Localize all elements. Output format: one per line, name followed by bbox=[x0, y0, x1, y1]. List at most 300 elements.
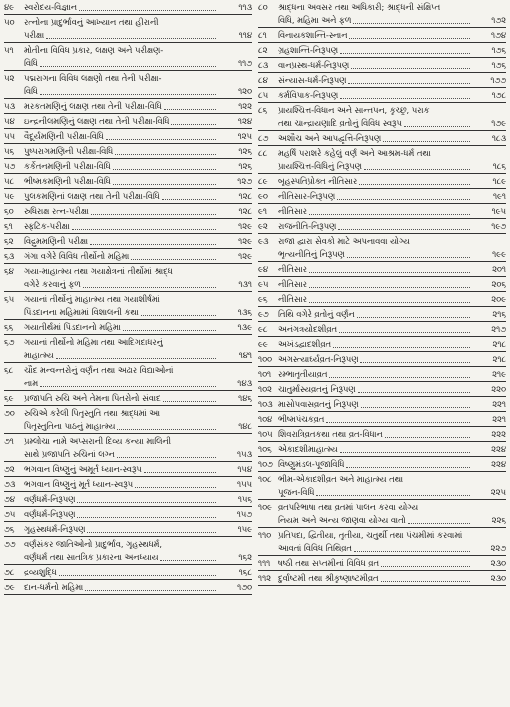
page-number: ૨૦૧ bbox=[492, 264, 506, 274]
toc-entry bbox=[4, 204, 252, 219]
toc-entry bbox=[258, 204, 506, 219]
toc-line bbox=[258, 308, 506, 321]
toc-entry bbox=[4, 71, 252, 99]
dot-leader bbox=[340, 52, 470, 54]
dot-leader bbox=[359, 183, 470, 185]
chapter-title: ભગવાન વિષ્ણુનું અમૂર્ત ધ્યાન-સ્વરૂપ bbox=[24, 464, 142, 474]
toc-line bbox=[4, 364, 252, 377]
toc-entry bbox=[4, 462, 252, 477]
dot-leader bbox=[346, 466, 470, 468]
chapter-title: ષષ્ઠી તથા સપ્તમીનાં વિવિધ વ્રત bbox=[278, 558, 379, 568]
page-number: ૧૨૯ bbox=[238, 236, 252, 246]
page-number: ૨૦૯ bbox=[491, 294, 506, 304]
page-number: ૧૬૨ bbox=[238, 552, 252, 562]
chapter-title: વિષ્ણુમંડલ-પૂજાવિધિ bbox=[278, 459, 345, 469]
toc-line bbox=[4, 44, 252, 57]
toc-line bbox=[4, 493, 252, 506]
toc-entry bbox=[4, 406, 252, 434]
chapter-title: પુષ્પરાગમણિની પરીક્ષા-વિધિ bbox=[24, 146, 114, 156]
toc-line bbox=[258, 353, 506, 366]
dot-leader bbox=[360, 361, 470, 363]
toc-line bbox=[4, 100, 252, 113]
toc-line bbox=[4, 392, 252, 405]
dot-leader bbox=[364, 168, 470, 170]
toc-entry bbox=[258, 262, 506, 277]
chapter-title: પિતૃસ્તુતિના પાઠનું માહાત્મ્ય bbox=[24, 421, 116, 431]
chapter-title: વિદ્રુમમણિની પરીક્ષા bbox=[24, 236, 89, 246]
page-number: ૨૧૯ bbox=[492, 369, 506, 379]
chapter-title: આવતાં વિવિધ તિથિવ્રત bbox=[278, 543, 352, 553]
toc-line bbox=[258, 190, 506, 203]
chapter-title: પરીક્ષા bbox=[24, 30, 45, 40]
toc-line bbox=[258, 323, 506, 336]
dot-leader bbox=[144, 471, 216, 473]
page-number: ૨૦૬ bbox=[491, 279, 506, 289]
dot-leader bbox=[404, 125, 470, 127]
dot-leader bbox=[113, 168, 216, 170]
toc-line bbox=[258, 529, 506, 542]
page-number: ૨૨૬ bbox=[491, 515, 506, 525]
toc-line bbox=[4, 321, 252, 334]
toc-entry bbox=[258, 556, 506, 571]
chapter-title: કર્કેતનમણિની પરીક્ષા-વિધિ bbox=[24, 161, 111, 171]
toc-line bbox=[258, 117, 506, 130]
page-number: ૧૨૯ bbox=[238, 221, 252, 231]
toc-entry bbox=[258, 500, 506, 528]
chapter-number: ૮૦ bbox=[258, 2, 268, 12]
chapter-title: શિવરાત્રિવ્રતકથા તથા વ્રત-વિધાન bbox=[278, 429, 383, 439]
page-number: ૨૨૦ bbox=[491, 384, 506, 394]
toc-entry bbox=[258, 427, 506, 442]
toc-line bbox=[258, 428, 506, 441]
chapter-title: ઇન્દ્રનીલમણિનું લક્ષણ તથા તેની પરીક્ષા-વિધિ bbox=[24, 116, 170, 126]
toc-line bbox=[4, 72, 252, 85]
page-number: ૧૯૧ bbox=[492, 191, 506, 201]
page-number: ૧૪૬ bbox=[238, 393, 252, 403]
toc-line bbox=[258, 205, 506, 218]
chapter-number: ૫૭ bbox=[4, 161, 16, 171]
dot-leader bbox=[347, 256, 470, 258]
toc-line bbox=[258, 1, 506, 14]
dot-leader bbox=[106, 138, 216, 140]
chapter-number: ૪૯ bbox=[4, 2, 15, 12]
chapter-title: ગૃહસ્થધર્મ-નિરૂપણ bbox=[24, 524, 86, 534]
page-number: ૧૮૯ bbox=[492, 176, 506, 186]
chapter-number: ૧૧૦ bbox=[258, 530, 272, 540]
toc-line bbox=[4, 16, 252, 29]
toc-entry bbox=[4, 507, 252, 522]
dot-leader bbox=[309, 271, 470, 273]
toc-entry bbox=[4, 264, 252, 292]
chapter-number: ૫૯ bbox=[4, 191, 15, 201]
page-number: ૨૨૧ bbox=[492, 399, 506, 409]
toc-line bbox=[258, 248, 506, 261]
toc-entry bbox=[258, 528, 506, 556]
toc-entry bbox=[258, 277, 506, 292]
chapter-title: પ્રતિપદા, દ્વિતીયા, તૃતીયા, ચતુર્થી તથા પંચમીમાં કરવામાં bbox=[278, 530, 463, 540]
dot-leader bbox=[381, 580, 470, 582]
page-number: ૧૭૭ bbox=[490, 75, 506, 85]
toc-line bbox=[258, 175, 506, 188]
toc-entry bbox=[4, 43, 252, 71]
toc-entry bbox=[258, 472, 506, 500]
page-number: ૧૨૮ bbox=[238, 191, 252, 201]
chapter-title: એકાદશીમાહાત્મ્ય bbox=[278, 444, 338, 454]
chapter-title: વૈદૂર્યમણિની પરીક્ષા-વિધિ bbox=[24, 131, 104, 141]
toc-line bbox=[4, 160, 252, 173]
page-number: ૧૩૧ bbox=[238, 279, 252, 289]
toc-entry bbox=[258, 322, 506, 337]
toc-line bbox=[4, 508, 252, 521]
chapter-number: ૭૦ bbox=[4, 408, 15, 418]
chapter-number: ૫૫ bbox=[4, 131, 15, 141]
toc-line bbox=[4, 235, 252, 248]
dot-leader bbox=[340, 97, 470, 99]
chapter-title: ચાતુર્માસ્યવ્રતનું નિરૂપણ bbox=[278, 384, 356, 394]
chapter-number: ૯૪ bbox=[258, 264, 269, 274]
chapter-number: ૭૨ bbox=[4, 464, 15, 474]
toc-line bbox=[4, 407, 252, 420]
dot-leader bbox=[40, 93, 216, 95]
dot-leader bbox=[349, 37, 470, 39]
toc-entry bbox=[258, 571, 506, 586]
chapter-number: ૯૭ bbox=[258, 309, 269, 319]
dot-leader bbox=[40, 65, 216, 67]
toc-entry bbox=[258, 352, 506, 367]
dot-leader bbox=[358, 391, 470, 393]
chapter-number: ૬૫ bbox=[4, 294, 15, 304]
dot-leader bbox=[56, 357, 216, 359]
toc-entry bbox=[258, 0, 506, 28]
chapter-title: સંન્યાસ-ધર્મ-નિરૂપણ bbox=[278, 75, 347, 85]
toc-line bbox=[258, 458, 506, 471]
toc-entry bbox=[258, 367, 506, 382]
chapter-number: ૧૦૦ bbox=[258, 354, 273, 364]
dot-leader bbox=[117, 456, 216, 458]
chapter-title: અશૌચ અને આપદ્વૃત્તિ-નિરૂપણ bbox=[278, 133, 382, 143]
toc-entry bbox=[4, 292, 252, 320]
page-number: ૧૨૮ bbox=[238, 206, 252, 216]
chapter-title: રાજા દ્વારા સેવકો માટે અપનાવવા યોગ્ય bbox=[278, 236, 410, 246]
chapter-title: કર્મવિપાક-નિરૂપણ bbox=[278, 90, 339, 100]
chapter-title: વિધિ bbox=[24, 86, 38, 96]
toc-line bbox=[4, 349, 252, 362]
dot-leader bbox=[77, 516, 216, 518]
dot-leader bbox=[117, 428, 216, 430]
page-number: ૧૭૬ bbox=[491, 60, 506, 70]
page-number: ૧૮૬ bbox=[492, 161, 506, 171]
chapter-title: અગસ્ત્યાર્ઘ્યવ્રત-નિરૂપણ bbox=[278, 354, 359, 364]
toc-line bbox=[258, 486, 506, 499]
chapter-title: વિધિ bbox=[24, 58, 38, 68]
dot-leader bbox=[83, 286, 216, 288]
toc-entry bbox=[4, 477, 252, 492]
chapter-number: ૫૦ bbox=[4, 17, 15, 27]
dot-leader bbox=[316, 494, 470, 496]
chapter-title: નિયમ અને અન્ય જાણવા યોગ્ય વાતો bbox=[278, 515, 406, 525]
toc-line bbox=[4, 435, 252, 448]
chapter-number: ૧૦૨ bbox=[258, 384, 272, 394]
chapter-title: દાન-ધર્મનો મહિમા bbox=[24, 582, 84, 592]
dot-leader bbox=[309, 286, 470, 288]
chapter-title: વર્ણધર્મ-નિરૂપણ bbox=[24, 494, 76, 504]
toc-entry bbox=[4, 189, 252, 204]
toc-entry bbox=[258, 28, 506, 43]
dot-leader bbox=[79, 9, 216, 11]
chapter-title: ગયાતીર્થમાં પિંડદાનનો મહિમા bbox=[24, 322, 121, 332]
toc-line bbox=[4, 175, 252, 188]
page-number: ૧૪૩ bbox=[237, 378, 252, 388]
toc-right-column bbox=[258, 0, 506, 707]
toc-entry bbox=[258, 457, 506, 472]
page-number: ૧૧૪ bbox=[238, 30, 252, 40]
toc-entry bbox=[258, 442, 506, 457]
chapter-title: પ્રાયશ્ચિત્ત-વિધાન અને સાન્તપન, કૃચ્છ્ર, પરાક bbox=[278, 105, 430, 115]
dot-leader bbox=[338, 228, 470, 230]
dot-leader bbox=[163, 400, 216, 402]
toc-line bbox=[258, 473, 506, 486]
chapter-number: ૧૦૬ bbox=[258, 444, 272, 454]
toc-line bbox=[4, 420, 252, 433]
page-number: ૧૯૯ bbox=[492, 249, 506, 259]
dot-leader bbox=[115, 153, 216, 155]
chapter-title: સ્ફટિક-પરીક્ષા bbox=[24, 221, 70, 231]
chapter-title: વિનાયકશાન્તિ-સ્નાન bbox=[278, 30, 348, 40]
dot-leader bbox=[135, 486, 216, 488]
dot-leader bbox=[309, 213, 470, 215]
chapter-number: ૯૩ bbox=[258, 236, 269, 246]
dot-leader bbox=[333, 346, 470, 348]
chapter-number: ૧૦૭ bbox=[258, 459, 273, 469]
chapter-title: નામ bbox=[24, 378, 39, 388]
toc-line bbox=[4, 29, 252, 42]
page-number: ૧૪૧ bbox=[238, 350, 252, 360]
chapter-number: ૬૬ bbox=[4, 322, 14, 332]
chapter-title: વર્ણસંકર જાતિઓનો પ્રાદુર્ભાવ, ગૃહસ્થધર્મ, bbox=[24, 539, 163, 549]
dot-leader bbox=[309, 301, 470, 303]
chapter-number: ૯૮ bbox=[258, 324, 268, 334]
toc-entry bbox=[4, 234, 252, 249]
toc-line bbox=[258, 263, 506, 276]
chapter-title: પ્રજાપતિ રુચિ અને તેમના પિતરોનો સંવાદ bbox=[24, 393, 161, 403]
toc-entry bbox=[4, 249, 252, 264]
toc-line bbox=[258, 293, 506, 306]
chapter-title: પિંડદાનના મહિમામાં વિશાલની કથા bbox=[24, 307, 139, 317]
toc-line bbox=[4, 306, 252, 319]
page-number: ૨૨૭ bbox=[490, 543, 506, 553]
chapter-number: ૭૬ bbox=[4, 524, 15, 534]
chapter-title: વર્ણધર્મ-નિરૂપણ bbox=[24, 509, 76, 519]
toc-entry bbox=[258, 58, 506, 73]
chapter-number: ૧૧૨ bbox=[258, 573, 272, 583]
dot-leader bbox=[131, 258, 216, 260]
chapter-title: રુધિરાક્ષ રત્ન-પરીક્ષા bbox=[24, 206, 89, 216]
toc-entry bbox=[258, 337, 506, 352]
chapter-title: પૂજન-વિધિ bbox=[278, 487, 315, 497]
toc-line bbox=[258, 338, 506, 351]
page-number: ૧૨૫ bbox=[237, 131, 252, 141]
toc-entry bbox=[4, 174, 252, 189]
chapter-number: ૯૯ bbox=[258, 339, 268, 349]
chapter-number: ૧૦૮ bbox=[258, 474, 272, 484]
page-number: ૧૫૫ bbox=[237, 479, 252, 489]
chapter-number: ૮૧ bbox=[258, 30, 267, 40]
toc-entry bbox=[4, 219, 252, 234]
toc-line bbox=[258, 59, 506, 72]
dot-leader bbox=[351, 67, 470, 69]
chapter-number: ૯૬ bbox=[258, 294, 268, 304]
dot-leader bbox=[162, 198, 216, 200]
toc-line bbox=[258, 413, 506, 426]
page-number: ૧૫૭ bbox=[236, 509, 252, 519]
chapter-title: વ્રતપરિભાષા તથા વ્રતમાં પાલન કરવા યોગ્ય bbox=[278, 502, 419, 512]
dot-leader bbox=[77, 501, 216, 503]
toc-line bbox=[258, 74, 506, 87]
chapter-number: ૧૦૪ bbox=[258, 414, 273, 424]
page-number: ૧૫૩ bbox=[236, 449, 252, 459]
chapter-title: ભગવાન વિષ્ણુનું મૂર્ત ધ્યાન-સ્વરૂપ bbox=[24, 479, 133, 489]
chapter-title: તથા ચાન્દ્રાયણાદિ વ્રતોનું વિવિધ સ્વરૂપ bbox=[278, 118, 402, 128]
page-number: ૧૯૭ bbox=[491, 221, 506, 231]
toc-line bbox=[4, 463, 252, 476]
chapter-number: ૫૮ bbox=[4, 176, 15, 186]
chapter-title: વર્ણધર્મ તથા સાતત્રિક પ્રકારના અનધ્યાય bbox=[24, 552, 159, 562]
chapter-title: નીતિસાર bbox=[278, 294, 307, 304]
chapter-title: નીતિસાર bbox=[278, 279, 307, 289]
chapter-number: ૬૪ bbox=[4, 266, 14, 276]
toc-entry bbox=[4, 522, 252, 537]
toc-entry bbox=[258, 397, 506, 412]
page-number: ૨૧૬ bbox=[492, 309, 506, 319]
page-number: ૧૨૬ bbox=[238, 161, 252, 171]
page-number: ૧૫૬ bbox=[237, 494, 252, 504]
toc-line bbox=[4, 581, 252, 594]
chapter-title: પ્રાયશ્ચિત્ત-વિધિનું નિરૂપણ bbox=[278, 161, 362, 171]
dot-leader bbox=[72, 228, 216, 230]
chapter-title: દ્રવ્યશુદ્ધિ bbox=[24, 567, 57, 577]
dot-leader bbox=[164, 108, 216, 110]
chapter-number: ૫૩ bbox=[4, 101, 15, 111]
chapter-number: ૮૯ bbox=[258, 176, 268, 186]
page-number: ૧૭૯ bbox=[491, 118, 506, 128]
dot-leader bbox=[348, 82, 470, 84]
chapter-number: ૬૧ bbox=[4, 221, 13, 231]
toc-entry bbox=[4, 15, 252, 43]
chapter-title: પ્રમ્લોચા નામે અપ્સરાની દિવ્ય કન્યા માલિની bbox=[24, 436, 171, 446]
chapter-number: ૮૮ bbox=[258, 148, 268, 158]
dot-leader bbox=[385, 436, 470, 438]
chapter-title: રુચિએ કરેલી પિતૃસ્તુતિ તથા શ્રાદ્ધમાં આ bbox=[24, 408, 160, 418]
page-number: ૨૨૨ bbox=[491, 429, 506, 439]
chapter-title: ભીષ્મકમણિની પરીક્ષા-વિધિ bbox=[24, 176, 111, 186]
chapter-number: ૧૦૫ bbox=[258, 429, 273, 439]
chapter-title: માહાત્મ્ય bbox=[24, 350, 54, 360]
toc-entry bbox=[258, 103, 506, 131]
chapter-number: ૫૧ bbox=[4, 45, 14, 55]
toc-line bbox=[258, 132, 506, 145]
chapter-number: ૭૯ bbox=[4, 582, 15, 592]
page-number: ૧૬૮ bbox=[238, 567, 252, 577]
page-number: ૧૮૩ bbox=[491, 133, 506, 143]
chapter-title: વગેરે કરવાનું ફળ bbox=[24, 279, 81, 289]
toc-entry bbox=[4, 129, 252, 144]
toc-entry bbox=[4, 320, 252, 335]
page-number: ૧૨૭ bbox=[237, 176, 252, 186]
page-number: ૧૭૨ bbox=[491, 15, 506, 25]
toc-line bbox=[4, 250, 252, 263]
toc-entry bbox=[258, 73, 506, 88]
dot-leader bbox=[113, 183, 216, 185]
page-number: ૨૩૦ bbox=[490, 558, 506, 568]
page-number: ૧૨૪ bbox=[237, 116, 252, 126]
toc-line bbox=[4, 551, 252, 564]
toc-entry bbox=[258, 382, 506, 397]
page-number: ૧૧૩ bbox=[238, 2, 252, 12]
toc-entry bbox=[4, 99, 252, 114]
chapter-title: ચૌદ મન્વન્તરોનું વર્ણન તથા અઢાર વિદ્યાઓનાં bbox=[24, 365, 174, 375]
chapter-number: ૮૫ bbox=[258, 90, 269, 100]
dot-leader bbox=[340, 451, 470, 453]
toc-line bbox=[4, 336, 252, 349]
chapter-title: સાથે પ્રજાપતિ રુચિનાં લગ્ન bbox=[24, 449, 115, 459]
chapter-title: માસોપવાસવ્રતનું નિરૂપણ bbox=[278, 399, 359, 409]
toc-line bbox=[4, 205, 252, 218]
chapter-number: ૫૪ bbox=[4, 116, 15, 126]
toc-line bbox=[4, 190, 252, 203]
chapter-title: ગયાનાં તીર્થોનો મહિમા તથા આદિગદાધરનું bbox=[24, 337, 163, 347]
toc-line bbox=[258, 278, 506, 291]
chapter-title: તિથિ વગેરે વ્રતોનું વર્ણન bbox=[278, 309, 355, 319]
dot-leader bbox=[337, 198, 470, 200]
chapter-number: ૭૮ bbox=[4, 567, 15, 577]
chapter-title: પુલકમણિનાં લક્ષણ તથા તેની પરીક્ષા-વિધિ bbox=[24, 191, 160, 201]
chapter-title: મહર્ષિ પરાશરે કહેલું વર્ણ અને આશ્રમ-ધર્મ તથા bbox=[278, 148, 431, 158]
chapter-number: ૧૧૧ bbox=[258, 558, 271, 568]
chapter-number: ૯૧ bbox=[258, 206, 267, 216]
page-number: ૧૭૬ bbox=[491, 45, 506, 55]
toc-line bbox=[258, 29, 506, 42]
dot-leader bbox=[141, 314, 216, 316]
chapter-title: સ્વરોદય-વિજ્ઞાન bbox=[24, 2, 77, 12]
chapter-number: ૫૨ bbox=[4, 73, 15, 83]
toc-line bbox=[258, 557, 506, 570]
dot-leader bbox=[353, 22, 470, 24]
toc-entry bbox=[4, 580, 252, 595]
toc-left-column bbox=[4, 0, 252, 707]
toc-entry bbox=[4, 537, 252, 565]
dot-leader bbox=[85, 589, 216, 591]
page-number: ૨૧૮ bbox=[492, 354, 506, 364]
page-number: ૧૩૬ bbox=[237, 307, 252, 317]
page-number: ૧૪૮ bbox=[238, 421, 252, 431]
toc-line bbox=[258, 14, 506, 27]
toc-line bbox=[258, 368, 506, 381]
page-number: ૧૫૪ bbox=[237, 464, 252, 474]
chapter-number: ૮૩ bbox=[258, 60, 269, 70]
chapter-number: ૭૩ bbox=[4, 479, 16, 489]
page-number: ૨૩૦ bbox=[490, 573, 506, 583]
chapter-title: નીતિસાર bbox=[278, 264, 307, 274]
toc-line bbox=[258, 89, 506, 102]
toc-line bbox=[4, 115, 252, 128]
chapter-number: ૬૯ bbox=[4, 393, 14, 403]
chapter-title: વાનપ્રસ્થ-ધર્મ-નિરૂપણ bbox=[278, 60, 350, 70]
toc-entry bbox=[258, 307, 506, 322]
toc-entry bbox=[258, 88, 506, 103]
toc-line bbox=[4, 85, 252, 98]
toc-line bbox=[4, 278, 252, 291]
dot-leader bbox=[326, 421, 470, 423]
